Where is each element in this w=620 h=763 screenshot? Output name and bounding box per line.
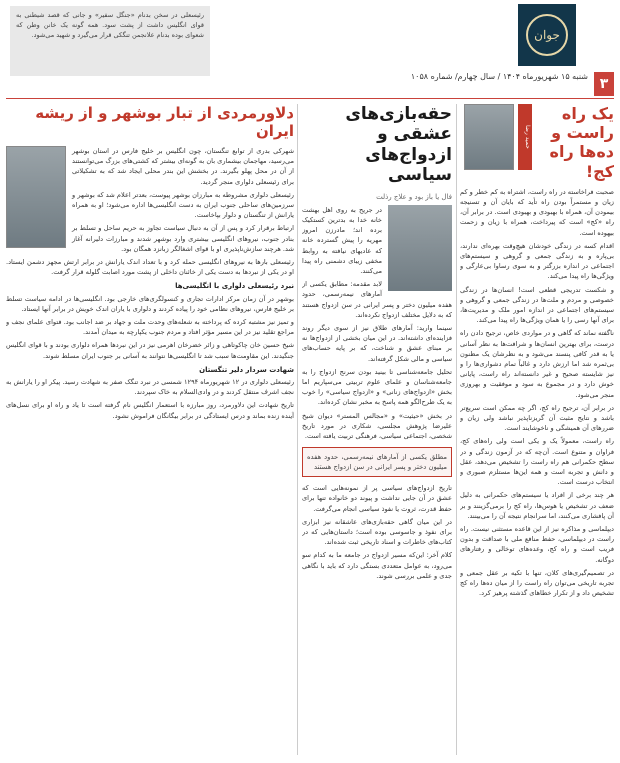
feature-pull-quote: مطلق یکسی از آمارهای نیمه‌رسمی، حدود هفده میلیون دختر و پسر ایرانی در سن ازدواج هستند	[302, 447, 452, 477]
history-headline: دلاورمردی از تبار بوشهر و از ریشه ایران	[35, 104, 294, 140]
history-paragraph: تاریخ شهادت این دلاورمرد، روز مبارزه با استعمار انگلیس نام گرفته است تا یاد و راه او برای نسل‌های آینده زنده بماند و درس ایستادگی در برابر بیگانگان فراموش نشود.	[6, 401, 294, 420]
page-header	[0, 0, 620, 100]
feature-paragraph: کلام آخر: این‌که مسیر ازدواج در جامعه ما به کدام سو می‌رود، به عوامل متعددی بستگی دارد که باید با نگاهی جدی و علمی بررسی شوند.	[302, 551, 452, 580]
editorial-paragraph: راه راست، معمولاً یک و یکی است ولی راه‌های کج، فراوان و متنوع است. آن‌چه که در آزمون زندگی و در سطح حکمرانی هم راه راست را تشخیص می‌دهد، عقل و دانش و تجربه است و همه این‌ها مستلزم صبوری و انتخاب درست است.	[460, 437, 614, 487]
history-paragraph: رئیسعلی دلواری مشروطه به مبارزان بوشهر پیوست، بعدتر اعلام شد که بوشهر و سرزمین‌های ساحلی جنوب ایران به دست انگلیسی‌ها اداره می‌شود؛ او به همراه یارانش از تنگستان و دلوار بپاخاست.	[72, 190, 294, 220]
history-paragraph: رئیسعلی بارها به نیروهای انگلیسی حمله کرد و با تعداد اندک یارانش در برابر ارتش مجهز دشمن ایستاد. او در یکی از نبردها به دست یکی از خائنان داخلی از پشت مورد اصابت گلوله قرار گرفت.	[6, 258, 294, 277]
history-paragraph: رئیسعلی دلواری در ۱۲ شهریورماه ۱۲۹۴ شمسی در نبرد تنگک صفر به شهادت رسید. پیکر او را یارانش به نجف اشرف منتقل کردند و در وادی‌السلام به خاک سپردند.	[6, 378, 294, 397]
author-photo	[464, 104, 514, 170]
author-block	[464, 104, 532, 170]
editorial-paragraph: دیپلماسی و مذاکره نیز از این قاعده مستثنی نیست. راه راست در دیپلماسی، حفظ منافع ملی با صداقت و بدون فریب است و راه کج، وعده‌های توخالی و رفتارهای دوگانه.	[460, 525, 614, 564]
history-paragraph: بوشهر در آن زمان مرکز ادارات تجاری و کنسولگری‌های خارجی بود. انگلیسی‌ها در ادامه سیاست تسلط بر خلیج فارس، نیروهای نظامی خود را پیاده کردند و دلواری با یاران اندک خویش در برابر آنها ایستاد.	[6, 294, 294, 313]
history-portrait-photo	[6, 146, 66, 248]
column-editorial	[460, 104, 614, 757]
feature-paragraph: لابد مقدمه: مطابق یکسی از آمارهای نیمه‌رسمی، حدود هفده میلیون دختر و پسر ایرانی در سن ازدواج هستند که به دلایل مختلف ازدواج نکرده‌اند.	[302, 280, 452, 319]
column-feature	[302, 104, 452, 757]
history-subheading: شهادت سردار دلیر تنگستان	[199, 365, 294, 374]
feature-photo	[388, 205, 452, 291]
newspaper-logo	[518, 4, 576, 66]
feature-kicker: فال یا باز بود و علاج رذلت	[376, 192, 452, 201]
feature-paragraph: سینما وارید: آمارهای طلاق نیز از سوی دیگر روند فزاینده‌ای داشته‌اند. در این میان بخشی از ازدواج‌ها نه بر مبنای عشق و شناخت، که بر پایه حساب‌های سیاسی و مالی شکل گرفته‌اند.	[302, 324, 452, 363]
feature-headline: حقه‌بازی‌های عشقی و ازدواج‌های سیاسی	[345, 104, 452, 186]
feature-paragraph: تاریخ ازدواج‌های سیاسی پر از نمونه‌هایی است که عشق در آن جایی نداشت و پیوند دو خانواده تنها برای حفظ قدرت، ثروت یا نفوذ سیاسی انجام می‌گرفت.	[302, 484, 452, 513]
header-teaser-box: رئیسعلی در سخن بدنام «جنگل سفیر» و جانی که قصد شیطنی به قوای انگلیس داشت از پشت سود. همه گونه یک خانن وطن که شعوای بوده بدنام علانجمن تنگکی قرار می‌گیرد و شهید می‌شود.	[10, 6, 210, 76]
editorial-paragraph: در برابر آن، ترجیح راه کج، اگر چه ممکن است سریع‌تر باشد و نتایج مثبت آن گریزناپذیر نباشد ولی زیان و ضررهای آن همیشگی و ناخوشایند است.	[460, 403, 614, 433]
logo-mark: جوان	[526, 14, 568, 56]
editorial-headline: یک راه راست و ده‌ها راه کج!	[549, 104, 614, 181]
editorial-paragraph: اقدام کسه در زندگی خودشان هیچ‌وقت بهره‌ای ندارند، بی‌پاره و به زندگی جمعی و گروهی و سیستم‌های اجتماعی در اندازه بزرگتر و به سوی رساوا بی‌عارگی و ویژگی‌ها راه پیدا می‌کند.	[460, 241, 614, 281]
column-history	[6, 104, 294, 757]
history-paragraph: ارتباط برقرار کرد و پس از آن به دنبال سیاست تجاوز به حریم ساحل و تسلط بر بنادر جنوب، نیروهای انگلیسی بیشتری وارد بوشهر شدند و مبارزات دلیرانه آغاز شد. هرچند سازش‌ناپذیری او با قوای اشغالگر زبانزد همگان بود.	[72, 224, 294, 253]
history-paragraph: شهرکی بدری از توابع تنگستان، چون انگلیس بر خلیج فارس در استان بوشهر می‌رسید، مهاجمان بیشماری بان به گونه‌ای بیشتر که کشتی‌های بزرگ می‌توانستند از آن در محل پهلو بگیرند. در بخشش این بندر محلی ایجاد شد که به تشکیلاتی برای رئیسعلی دلواری منجر گردید.	[72, 147, 294, 186]
history-paragraph: و تمیز نیز مشتبه کرده که پرداخته به شعله‌های وحدت ملت و جهاد بر ضد اجانب بود. فتوای علمای نجف و مراجع تقلید نیز در این مسیر مؤثر افتاد و مردم جنوب یکپارچه به میدان آمدند.	[6, 318, 294, 337]
editorial-paragraph: ناگفته نماند که گاهی و در مواردی خاص، ترجیح دادن راه درست، برای بهترین انسان‌ها و شرافت‌ها به نظر آسانی یا به قدر کافی پنسند می‌شود و به نظرشان یک مظنون بی‌ثمره شد اما ارزش دارد و غالباً تمام دشواری‌ها را و نیز شایسته صحیح و غیر دانسته‌اند راه راست، پایانی خوش دارد و در مجموع به سود و موفقیت و بهروزی منجر می‌شود.	[460, 329, 614, 399]
editorial-paragraph: هر چند برخی از افراد یا سیستم‌های حکمرانی به دلیل ضعف در تشخیص یا هوس‌ها، راه کج را برمی‌گزینند و بر آن پافشاری می‌کنند، اما سرانجام نتیجه آن را می‌بینند.	[460, 491, 614, 520]
feature-paragraph: در بخش «حیثیت» و «مجالس المستر» دیوان شیخ علیرضا پژوهش مجلسی، شکاری در مورد تاریخ شخصی، اجتماعی سیاسی، فرهنگی تربیت یافته است.	[302, 411, 452, 441]
feature-paragraph: در این میان گاهی حقه‌بازی‌های عاشقانه نیز ابزاری برای نفوذ و جاسوسی بوده است؛ داستان‌هایی که در کتاب‌های خاطرات و اسناد تاریخی ثبت شده‌اند.	[302, 517, 452, 547]
feature-paragraph: تحلیل جامعه‌شناسی تا بینید بودن سرنج ازدواج را به جامعه‌شناسان و علمای علوم تربیتی می‌سپاریم اما بخش «ازدواج‌های زنانی» و «ازدواج سیاسی» را خوب به یک طرح‌الگو همه پاسخ به مخبر نشان کرده‌اند.	[302, 367, 452, 407]
page-number: ۳	[594, 72, 614, 96]
history-subheading: نبرد رئیسعلی دلواری با انگلیسی‌ها	[175, 282, 294, 291]
editorial-paragraph: صحبت فراخاسته در راه راست، اشتراه به کم خطر و کم زیان و مستمراً بودن راه تأید که بایان آن و تسنیجه بیمودن آن، همراه با بهبودی و بهبودی است. در برابر آن، راه «کج» است که پیرداخت، همراه با زیان و زحمت بیهوده است.	[460, 187, 614, 237]
history-paragraph: شیخ حسین خان چاکوتاهی و زائر خضرخان اهرمی نیز در این نبردها همراه دلواری بودند و با قوای انگلیس جنگیدند. این مقاومت‌ها سبب شد تا انگلیسی‌ها نتوانند به آسانی بر جنوب ایران مسلط شوند.	[6, 341, 294, 360]
feature-paragraph: در جریح به روی اهل بهشت خانه خدا به بدترین کستکیک برده اند؛ مادرزن امروز مهریه را پیش گسترده خانه که عادیهای نیافته به روابط مخفی زیبای دشمنی راه پیدا می‌کنند.	[302, 205, 382, 275]
editorial-paragraph: و شکست تدریجی قطعی است! انسان‌ها در زندگی خصوصی و مردم و ملت‌ها در زندگی جمعی و گروهی و سیستم‌های اجتماعی در اندازه امور ملک و مدیریت‌ها، برای آنها رسی را یا همان ویژگی‌ها راه پیدا می‌کند.	[460, 285, 614, 325]
issue-date-line: شنبه ۱۵ شهریورماه ۱۴۰۴ / سال چهارم/ شماره ۱۰۵۸	[410, 72, 588, 81]
editorial-paragraph: در تصمیم‌گیری‌های کلان، تنها با تکیه بر عقل جمعی و تجربه تاریخی می‌توان راه راست را از میان ده‌ها راه کج تشخیص داد و از تکرار خطاهای گذشته پرهیز کرد.	[460, 568, 614, 598]
header-divider	[6, 98, 614, 99]
column-divider	[297, 104, 298, 755]
author-label: حمید رضا	[518, 104, 532, 170]
column-divider	[456, 104, 457, 755]
